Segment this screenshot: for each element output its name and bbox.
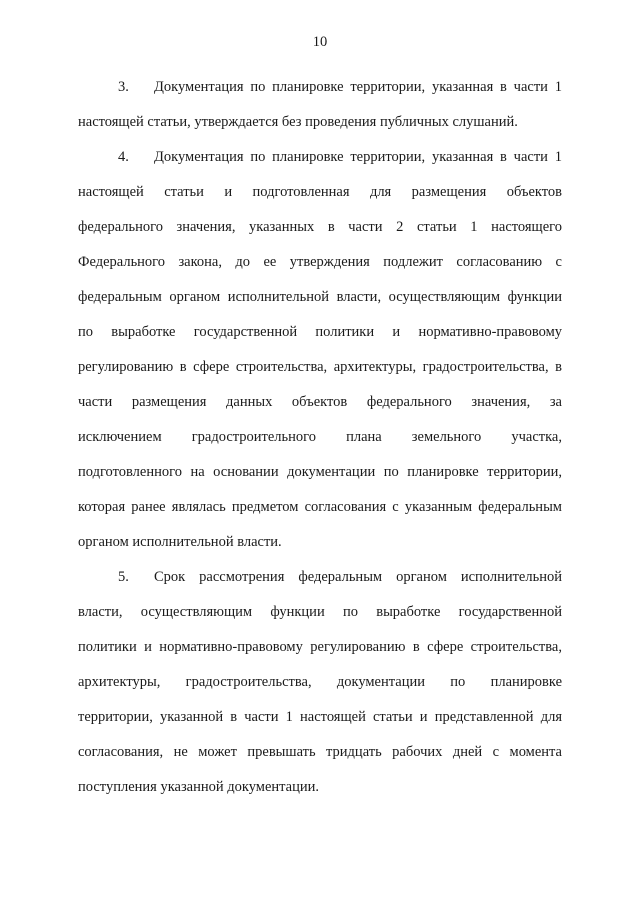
paragraph-text: Срок рассмотрения федеральным органом исполнительной [154,569,562,585]
paragraph-5 [78,560,562,805]
paragraph-line: политики и нормативно-правовому регулированию в сфере строительства, [78,639,562,655]
paragraph-line: по выработке государственной политики и нормативно-правовому [78,324,562,340]
paragraph-line: настоящей статьи, утверждается без проведения публичных слушаний. [78,114,518,130]
paragraph-line: исключением градостроительного плана земельного участка, [78,429,562,445]
paragraph-line: федеральным органом исполнительной власти, осуществляющим функции [78,289,562,305]
paragraph-line: поступления указанной документации. [78,779,320,795]
paragraph-line: Федерального закона, до ее утверждения подлежит согласованию с [78,254,562,270]
paragraph-4 [78,140,562,560]
paragraph-line: которая ранее являлась предметом согласования с указанным федеральным [78,499,562,515]
paragraph-number: 5. [118,569,129,585]
paragraph-line: подготовленного на основании документации по планировке территории, [78,464,562,480]
paragraph-line: настоящей статьи и подготовленная для размещения объектов [78,184,562,200]
paragraph-line: согласования, не может превышать тридцать рабочих дней с момента [78,744,562,760]
paragraph-text: Документация по планировке территории, указанная в части 1 [154,79,562,95]
paragraph-line: территории, указанной в части 1 настоящей статьи и представленной для [78,709,562,725]
paragraph-line: архитектуры, градостроительства, документации по планировке [78,674,562,690]
paragraph-number: 4. [118,149,129,165]
document-body [78,70,562,805]
paragraph-line: регулированию в сфере строительства, архитектуры, градостроительства, в [78,359,562,375]
paragraph-line [78,70,562,105]
paragraph-line: органом исполнительной власти. [78,534,282,550]
paragraph-line: федерального значения, указанных в части 2 статьи 1 настоящего [78,219,562,235]
paragraph-number: 3. [118,79,129,95]
paragraph-text: Документация по планировке территории, указанная в части 1 [154,149,562,165]
paragraph-line: власти, осуществляющим функции по выработке государственной [78,604,562,620]
paragraph-line [78,140,562,175]
paragraph-line: части размещения данных объектов федерального значения, за [78,394,562,410]
paragraph-line [78,560,562,595]
page-number: 10 [312,34,328,50]
paragraph-3 [78,70,562,140]
